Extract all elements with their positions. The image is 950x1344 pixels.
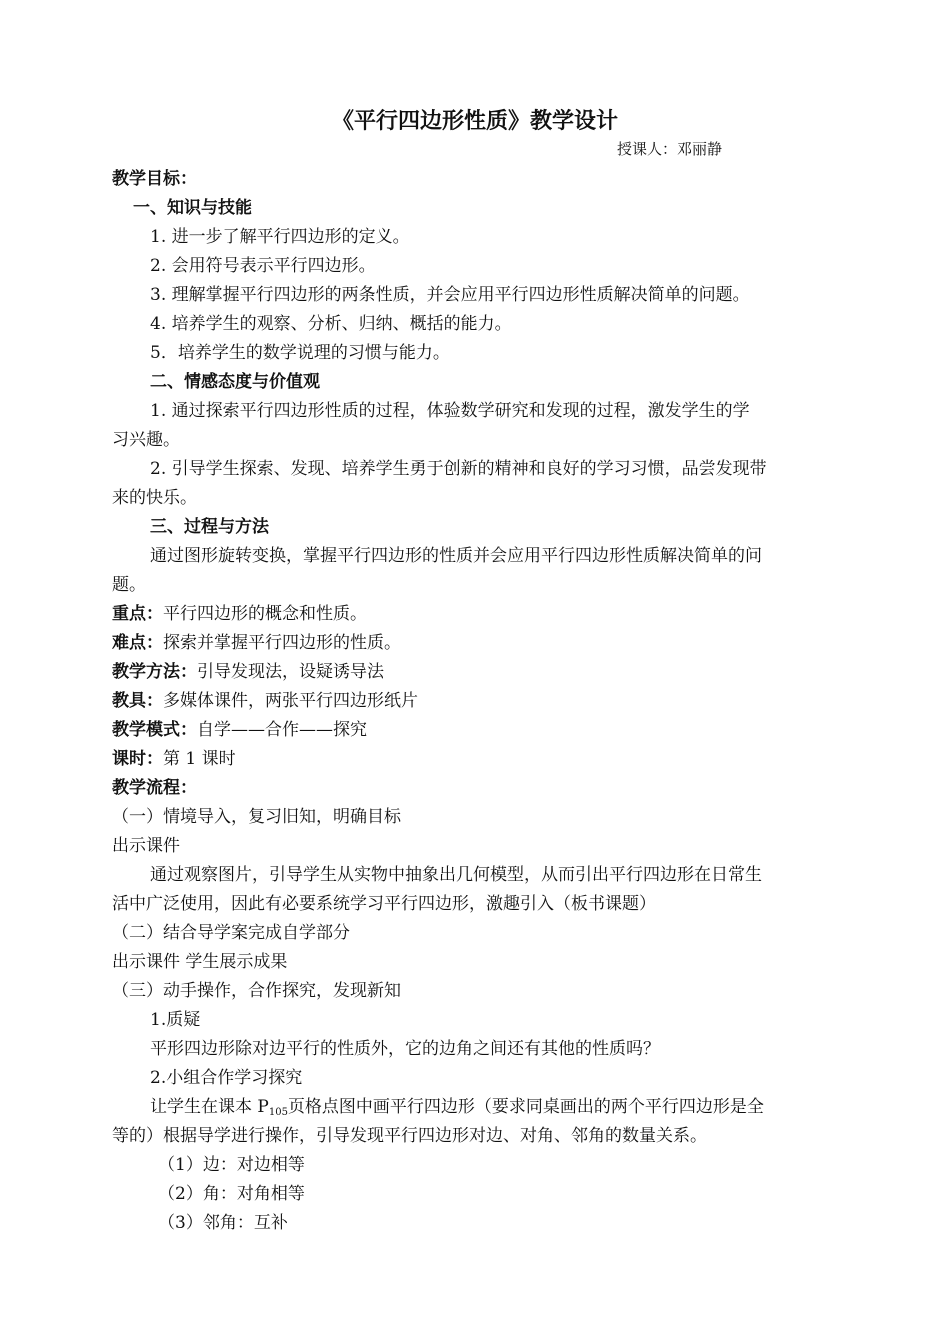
- mode-label: 教学模式：: [112, 720, 197, 740]
- question-heading: 1.质疑: [150, 1010, 201, 1030]
- result-item: （2）角：对角相等: [158, 1184, 305, 1204]
- section2-item2-line2: 来的快乐。: [112, 488, 197, 508]
- section2-item1-line1: 1. 通过探索平行四边形性质的过程，体验数学研究和发现的过程，激发学生的学: [150, 401, 750, 421]
- process-step2-show: 出示课件 学生展示成果: [112, 952, 288, 972]
- process-step1-line2: 活中广泛使用，因此有必要系统学习平行四边形，激趣引入（板书课题）: [112, 894, 656, 914]
- process-step3: （三）动手操作，合作探究，发现新知: [112, 981, 401, 1001]
- section3-line2: 题。: [112, 575, 146, 595]
- teaching-tools: [112, 690, 418, 712]
- key-points-label: 重点：: [112, 604, 163, 624]
- process-step2: （二）结合导学案完成自学部分: [112, 923, 350, 943]
- process-step1-line1: 通过观察图片，引导学生从实物中抽象出几何模型，从而引出平行四边形在日常生: [150, 865, 762, 885]
- section1-heading: 一、知识与技能: [133, 198, 252, 218]
- tools-label: 教具：: [112, 691, 163, 711]
- question-text: 平形四边形除对边平行的性质外，它的边角之间还有其他的性质吗？: [150, 1039, 660, 1059]
- process-heading: 教学流程：: [112, 778, 197, 798]
- teaching-mode: [112, 719, 367, 741]
- difficulty: [112, 632, 401, 654]
- page-number-subscript: 105: [268, 1107, 288, 1118]
- document-title: 《平行四边形性质》教学设计: [331, 108, 618, 134]
- method-value: 引导发现法，设疑诱导法: [197, 662, 384, 682]
- process-step1: （一）情境导入，复习旧知，明确目标: [112, 807, 401, 827]
- result-item: （1）边：对边相等: [158, 1155, 305, 1175]
- period-label: 课时：: [112, 749, 163, 769]
- section3-line1: 通过图形旋转变换，掌握平行四边形的性质并会应用平行四边形性质解决简单的问: [150, 546, 762, 566]
- teaching-method: [112, 661, 384, 683]
- key-points: [112, 603, 367, 625]
- group-line1-a: 让学生在课本 P: [150, 1097, 269, 1117]
- result-item: （3）邻角：互补: [158, 1213, 288, 1233]
- group-line2: 等的）根据导学进行操作，引导发现平行四边形对边、对角、邻角的数量关系。: [112, 1126, 707, 1146]
- section2-item2-line1: 2. 引导学生探索、发现、培养学生勇于创新的精神和良好的学习习惯，品尝发现带: [150, 459, 767, 479]
- group-heading: 2.小组合作学习探究: [150, 1068, 303, 1088]
- method-label: 教学方法：: [112, 662, 197, 682]
- section1-item: 3. 理解掌握平行四边形的两条性质，并会应用平行四边形性质解决简单的问题。: [150, 285, 750, 305]
- section1-item: 2. 会用符号表示平行四边形。: [150, 256, 376, 276]
- period-value: 第 1 课时: [163, 749, 236, 769]
- key-points-value: 平行四边形的概念和性质。: [163, 604, 367, 624]
- mode-value: 自学——合作——探究: [197, 720, 367, 740]
- section3-heading: 三、过程与方法: [150, 517, 269, 537]
- section1-item: 4. 培养学生的观察、分析、归纳、概括的能力。: [150, 314, 512, 334]
- difficulty-label: 难点：: [112, 633, 163, 653]
- section1-item: 1. 进一步了解平行四边形的定义。: [150, 227, 410, 247]
- section2-heading: 二、情感态度与价值观: [150, 372, 320, 392]
- section2-item1-line2: 习兴趣。: [112, 430, 180, 450]
- difficulty-value: 探索并掌握平行四边形的性质。: [163, 633, 401, 653]
- goals-heading: 教学目标：: [112, 169, 197, 189]
- group-line1-b: 页格点图中画平行四边形（要求同桌画出的两个平行四边形是全: [287, 1097, 764, 1117]
- tools-value: 多媒体课件，两张平行四边形纸片: [163, 691, 418, 711]
- author-line: 授课人：邓丽静: [617, 140, 723, 158]
- group-line1: [150, 1096, 764, 1124]
- class-period: [112, 748, 236, 770]
- process-step1-show: 出示课件: [112, 836, 180, 856]
- section1-item: 5．培养学生的数学说理的习惯与能力。: [150, 343, 450, 363]
